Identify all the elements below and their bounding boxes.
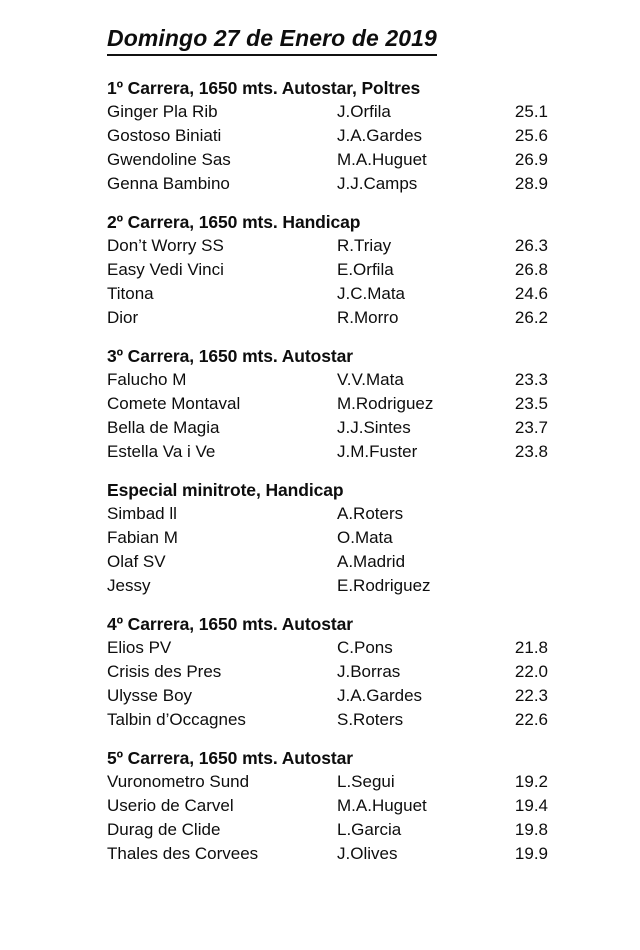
table-row xyxy=(0,148,640,172)
horse-name: Don’t Worry SS xyxy=(107,236,224,255)
horse-name: Fabian M xyxy=(107,528,178,547)
horse-name: Thales des Corvees xyxy=(107,844,259,863)
table-row xyxy=(0,636,640,660)
race-section xyxy=(0,746,640,866)
race-time: 19.2 xyxy=(514,772,548,791)
table-row xyxy=(0,306,640,330)
driver-name: J.Orfila xyxy=(337,102,391,121)
race-heading: 5º Carrera, 1650 mts. Autostar xyxy=(107,748,353,768)
race-time: 26.9 xyxy=(514,150,548,169)
table-row xyxy=(0,234,640,258)
driver-name: J.A.Gardes xyxy=(337,686,423,705)
race-section xyxy=(0,612,640,732)
driver-name: J.J.Sintes xyxy=(337,418,411,437)
race-entries xyxy=(0,770,640,866)
race-entries xyxy=(0,502,640,598)
race-time: 26.3 xyxy=(514,236,548,255)
horse-name: Gostoso Biniati xyxy=(107,126,222,145)
race-time: 28.9 xyxy=(514,174,548,193)
race-time: 23.5 xyxy=(514,394,548,413)
table-row xyxy=(0,574,640,598)
driver-name: S.Roters xyxy=(337,710,404,729)
race-heading: 3º Carrera, 1650 mts. Autostar xyxy=(107,346,353,366)
horse-name: Crisis des Pres xyxy=(107,662,222,681)
table-row xyxy=(0,258,640,282)
table-row xyxy=(0,770,640,794)
horse-name: Userio de Carvel xyxy=(107,796,234,815)
race-entries xyxy=(0,234,640,330)
race-heading: Especial minitrote, Handicap xyxy=(107,480,344,500)
table-row xyxy=(0,392,640,416)
table-row xyxy=(0,502,640,526)
driver-name: M.A.Huguet xyxy=(337,150,427,169)
driver-name: M.Rodriguez xyxy=(337,394,434,413)
driver-name: J.J.Camps xyxy=(337,174,418,193)
race-time: 23.7 xyxy=(514,418,548,437)
driver-name: J.A.Gardes xyxy=(337,126,423,145)
horse-name: Vuronometro Sund xyxy=(107,772,250,791)
table-row xyxy=(0,842,640,866)
driver-name: A.Roters xyxy=(337,504,404,523)
horse-name: Estella Va i Ve xyxy=(107,442,216,461)
table-row xyxy=(0,124,640,148)
race-section xyxy=(0,344,640,464)
driver-name: J.Olives xyxy=(337,844,398,863)
table-row xyxy=(0,526,640,550)
table-row xyxy=(0,794,640,818)
horse-name: Ginger Pla Rib xyxy=(107,102,218,121)
race-time: 23.8 xyxy=(514,442,548,461)
horse-name: Jessy xyxy=(107,576,151,595)
horse-name: Bella de Magia xyxy=(107,418,220,437)
horse-name: Olaf SV xyxy=(107,552,166,571)
race-heading: 4º Carrera, 1650 mts. Autostar xyxy=(107,614,353,634)
horse-name: Titona xyxy=(107,284,154,303)
driver-name: O.Mata xyxy=(337,528,393,547)
race-time: 22.0 xyxy=(514,662,548,681)
race-time: 22.6 xyxy=(514,710,548,729)
horse-name: Genna Bambino xyxy=(107,174,230,193)
driver-name: E.Orfila xyxy=(337,260,394,279)
table-row xyxy=(0,684,640,708)
page-title: Domingo 27 de Enero de 2019 xyxy=(107,25,437,56)
driver-name: E.Rodriguez xyxy=(337,576,431,595)
race-time: 25.1 xyxy=(514,102,548,121)
race-time: 22.3 xyxy=(514,686,548,705)
driver-name: M.A.Huguet xyxy=(337,796,427,815)
horse-name: Easy Vedi Vinci xyxy=(107,260,224,279)
table-row xyxy=(0,440,640,464)
horse-name: Ulysse Boy xyxy=(107,686,193,705)
horse-name: Elios PV xyxy=(107,638,172,657)
race-heading: 2º Carrera, 1650 mts. Handicap xyxy=(107,212,361,232)
horse-name: Falucho M xyxy=(107,370,187,389)
race-time: 24.6 xyxy=(514,284,548,303)
driver-name: A.Madrid xyxy=(337,552,406,571)
driver-name: J.C.Mata xyxy=(337,284,406,303)
table-row xyxy=(0,708,640,732)
driver-name: L.Garcia xyxy=(337,820,402,839)
race-time: 26.8 xyxy=(514,260,548,279)
race-entries xyxy=(0,100,640,196)
table-row xyxy=(0,172,640,196)
race-time: 26.2 xyxy=(514,308,548,327)
race-section xyxy=(0,76,640,196)
race-section xyxy=(0,210,640,330)
driver-name: C.Pons xyxy=(337,638,393,657)
horse-name: Simbad ll xyxy=(107,504,177,523)
table-row xyxy=(0,818,640,842)
driver-name: J.M.Fuster xyxy=(337,442,418,461)
driver-name: J.Borras xyxy=(337,662,401,681)
driver-name: L.Segui xyxy=(337,772,395,791)
table-row xyxy=(0,550,640,574)
race-entries xyxy=(0,636,640,732)
race-time: 23.3 xyxy=(514,370,548,389)
horse-name: Dior xyxy=(107,308,139,327)
driver-name: V.V.Mata xyxy=(337,370,404,389)
race-entries xyxy=(0,368,640,464)
race-time: 19.8 xyxy=(514,820,548,839)
table-row xyxy=(0,282,640,306)
driver-name: R.Morro xyxy=(337,308,399,327)
horse-name: Gwendoline Sas xyxy=(107,150,231,169)
driver-name: R.Triay xyxy=(337,236,392,255)
race-section xyxy=(0,478,640,598)
table-row xyxy=(0,368,640,392)
table-row xyxy=(0,416,640,440)
race-sections-list xyxy=(0,76,640,880)
horse-name: Durag de Clide xyxy=(107,820,221,839)
race-time: 21.8 xyxy=(514,638,548,657)
horse-name: Talbin d’Occagnes xyxy=(107,710,246,729)
horse-name: Comete Montaval xyxy=(107,394,241,413)
race-time: 25.6 xyxy=(514,126,548,145)
table-row xyxy=(0,100,640,124)
table-row xyxy=(0,660,640,684)
race-time: 19.4 xyxy=(514,796,548,815)
race-heading: 1º Carrera, 1650 mts. Autostar, Poltres xyxy=(107,78,421,98)
race-time: 19.9 xyxy=(514,844,548,863)
